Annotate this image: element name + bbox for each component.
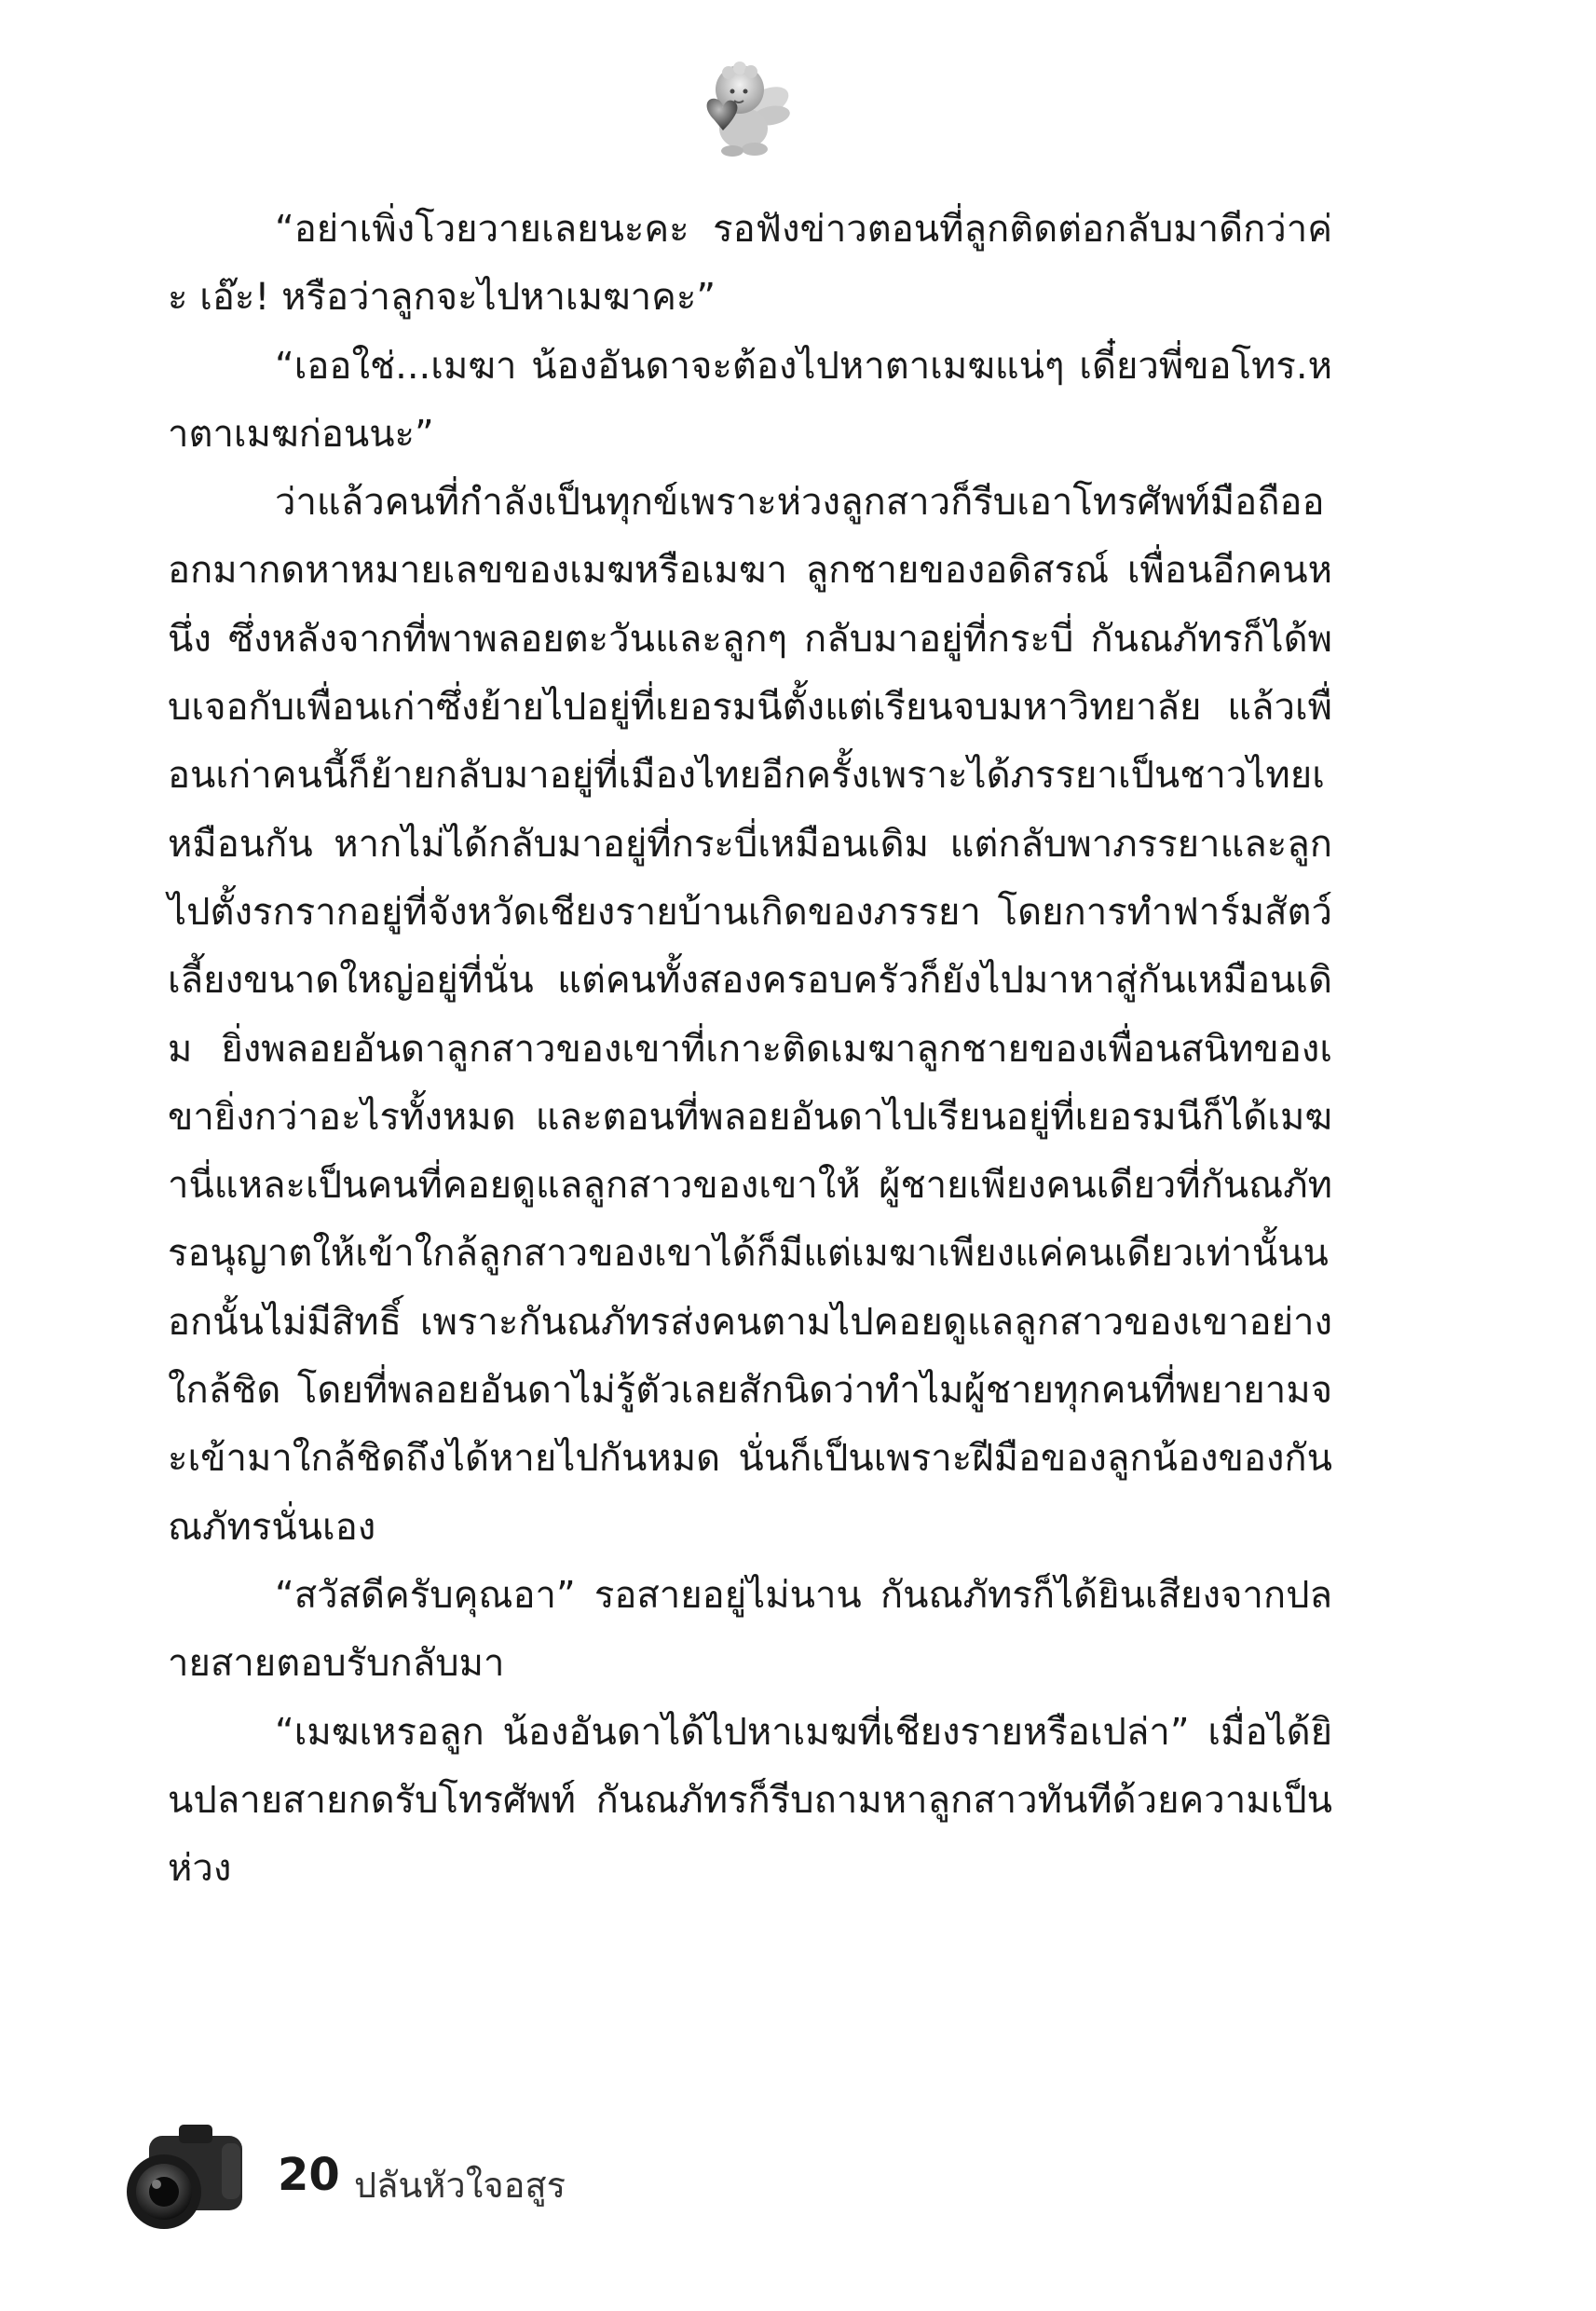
body-text — [168, 196, 1332, 1903]
paragraph: “เมฆเหรอลูก น้องอันดาได้ไปหาเมฆที่เชียงรายหรือเปล่า” เมื่อได้ยินปลายสายกดรับโทรศัพท์ กันณภัทรก็รีบถามหาลูกสาวทันทีด้วยความเป็นห่วง — [168, 1710, 1332, 1891]
paragraph: “สวัสดีครับคุณอา” รอสายอยู่ไม่นาน กันณภัทรก็ได้ยินเสียงจากปลายสายตอบรับกลับมา — [168, 1573, 1332, 1686]
paragraph: “เออใช่...เมฆา น้องอันดาจะต้องไปหาตาเมฆแน่ๆ เดี๋ยวพี่ขอโทร.หาตาเมฆก่อนนะ” — [168, 344, 1332, 456]
page-footer — [121, 2115, 773, 2246]
camera-icon — [121, 2115, 252, 2236]
book-title: ปลันหัวใจอสูร — [354, 2165, 566, 2206]
paragraph: “อย่าเพิ่งโวยวายเลยนะคะ รอฟังข่าวตอนที่ลูกติดต่อกลับมาดีกว่าค่ะ เอ๊ะ! หรือว่าลูกจะไปหาเมฆาคะ” — [168, 208, 1332, 320]
page-number: 20 — [278, 2149, 340, 2201]
paragraph: ว่าแล้วคนที่กำลังเป็นทุกข์เพราะห่วงลูกสาวก็รีบเอาโทรศัพท์มือถือออกมากดหาหมายเลขของเมฆหรือเมฆา ลูกชายของอดิสรณ์ เพื่อนอีกคนหนึ่ง ซึ่งหลังจากที่พาพลอยตะวันและลูกๆ กลับมาอยู่ที่กระบี่ กันณภัทรก็ได้พบเจอกับเพื่อนเก่าซึ่งย้ายไปอยู่ที่เยอรมนีตั้งแต่เรียนจบมหาวิทยาลัย แล้วเพื่อนเก่าคนนี้ก็ย้ายกลับมาอยู่ที่เมืองไทยอีกครั้งเพราะได้ภรรยาเป็นชาวไทยเหมือนกัน หากไม่ได้กลับมาอยู่ที่กระบี่เหมือนเดิม แต่กลับพาภรรยาและลูกไปตั้งรกรากอยู่ที่จังหวัดเชียงรายบ้านเกิดของภรรยา โดยการทำฟาร์มสัตว์เลี้ยงขนาดใหญ่อยู่ที่นั่น แต่คนทั้งสองครอบครัวก็ยังไปมาหาสู่กันเหมือนเดิม ยิ่งพลอยอันดาลูกสาวของเขาที่เกาะติดเมฆาลูกชายของเพื่อนสนิทของเขายิ่งกว่าอะไรทั้งหมด และตอนที่พลอยอันดาไปเรียนอยู่ที่เยอรมนีก็ได้เมฆานี่แหละเป็นคนที่คอยดูแลลูกสาวของเขาให้ ผู้ชายเพียงคนเดียวที่กันณภัทรอนุญาตให้เข้าใกล้ลูกสาวของเขาได้ก็มีแต่เมฆาเพียงแค่คนเดียวเท่านั้นนอกนั้นไม่มีสิทธิ์ เพราะกันณภัทรส่งคนตามไปคอยดูแลลูกสาวของเขาอย่างใกล้ชิด โดยที่พลอยอันดาไม่รู้ตัวเลยสักนิดว่าทำไมผู้ชายทุกคนที่พยายามจะเข้ามาใกล้ชิดถึงได้หายไปกันหมด นั่นก็เป็นเพราะฝีมือของลูกน้องของกันณภัทรนั่นเอง — [168, 481, 1332, 1549]
cupid-ornament-icon — [686, 54, 796, 164]
